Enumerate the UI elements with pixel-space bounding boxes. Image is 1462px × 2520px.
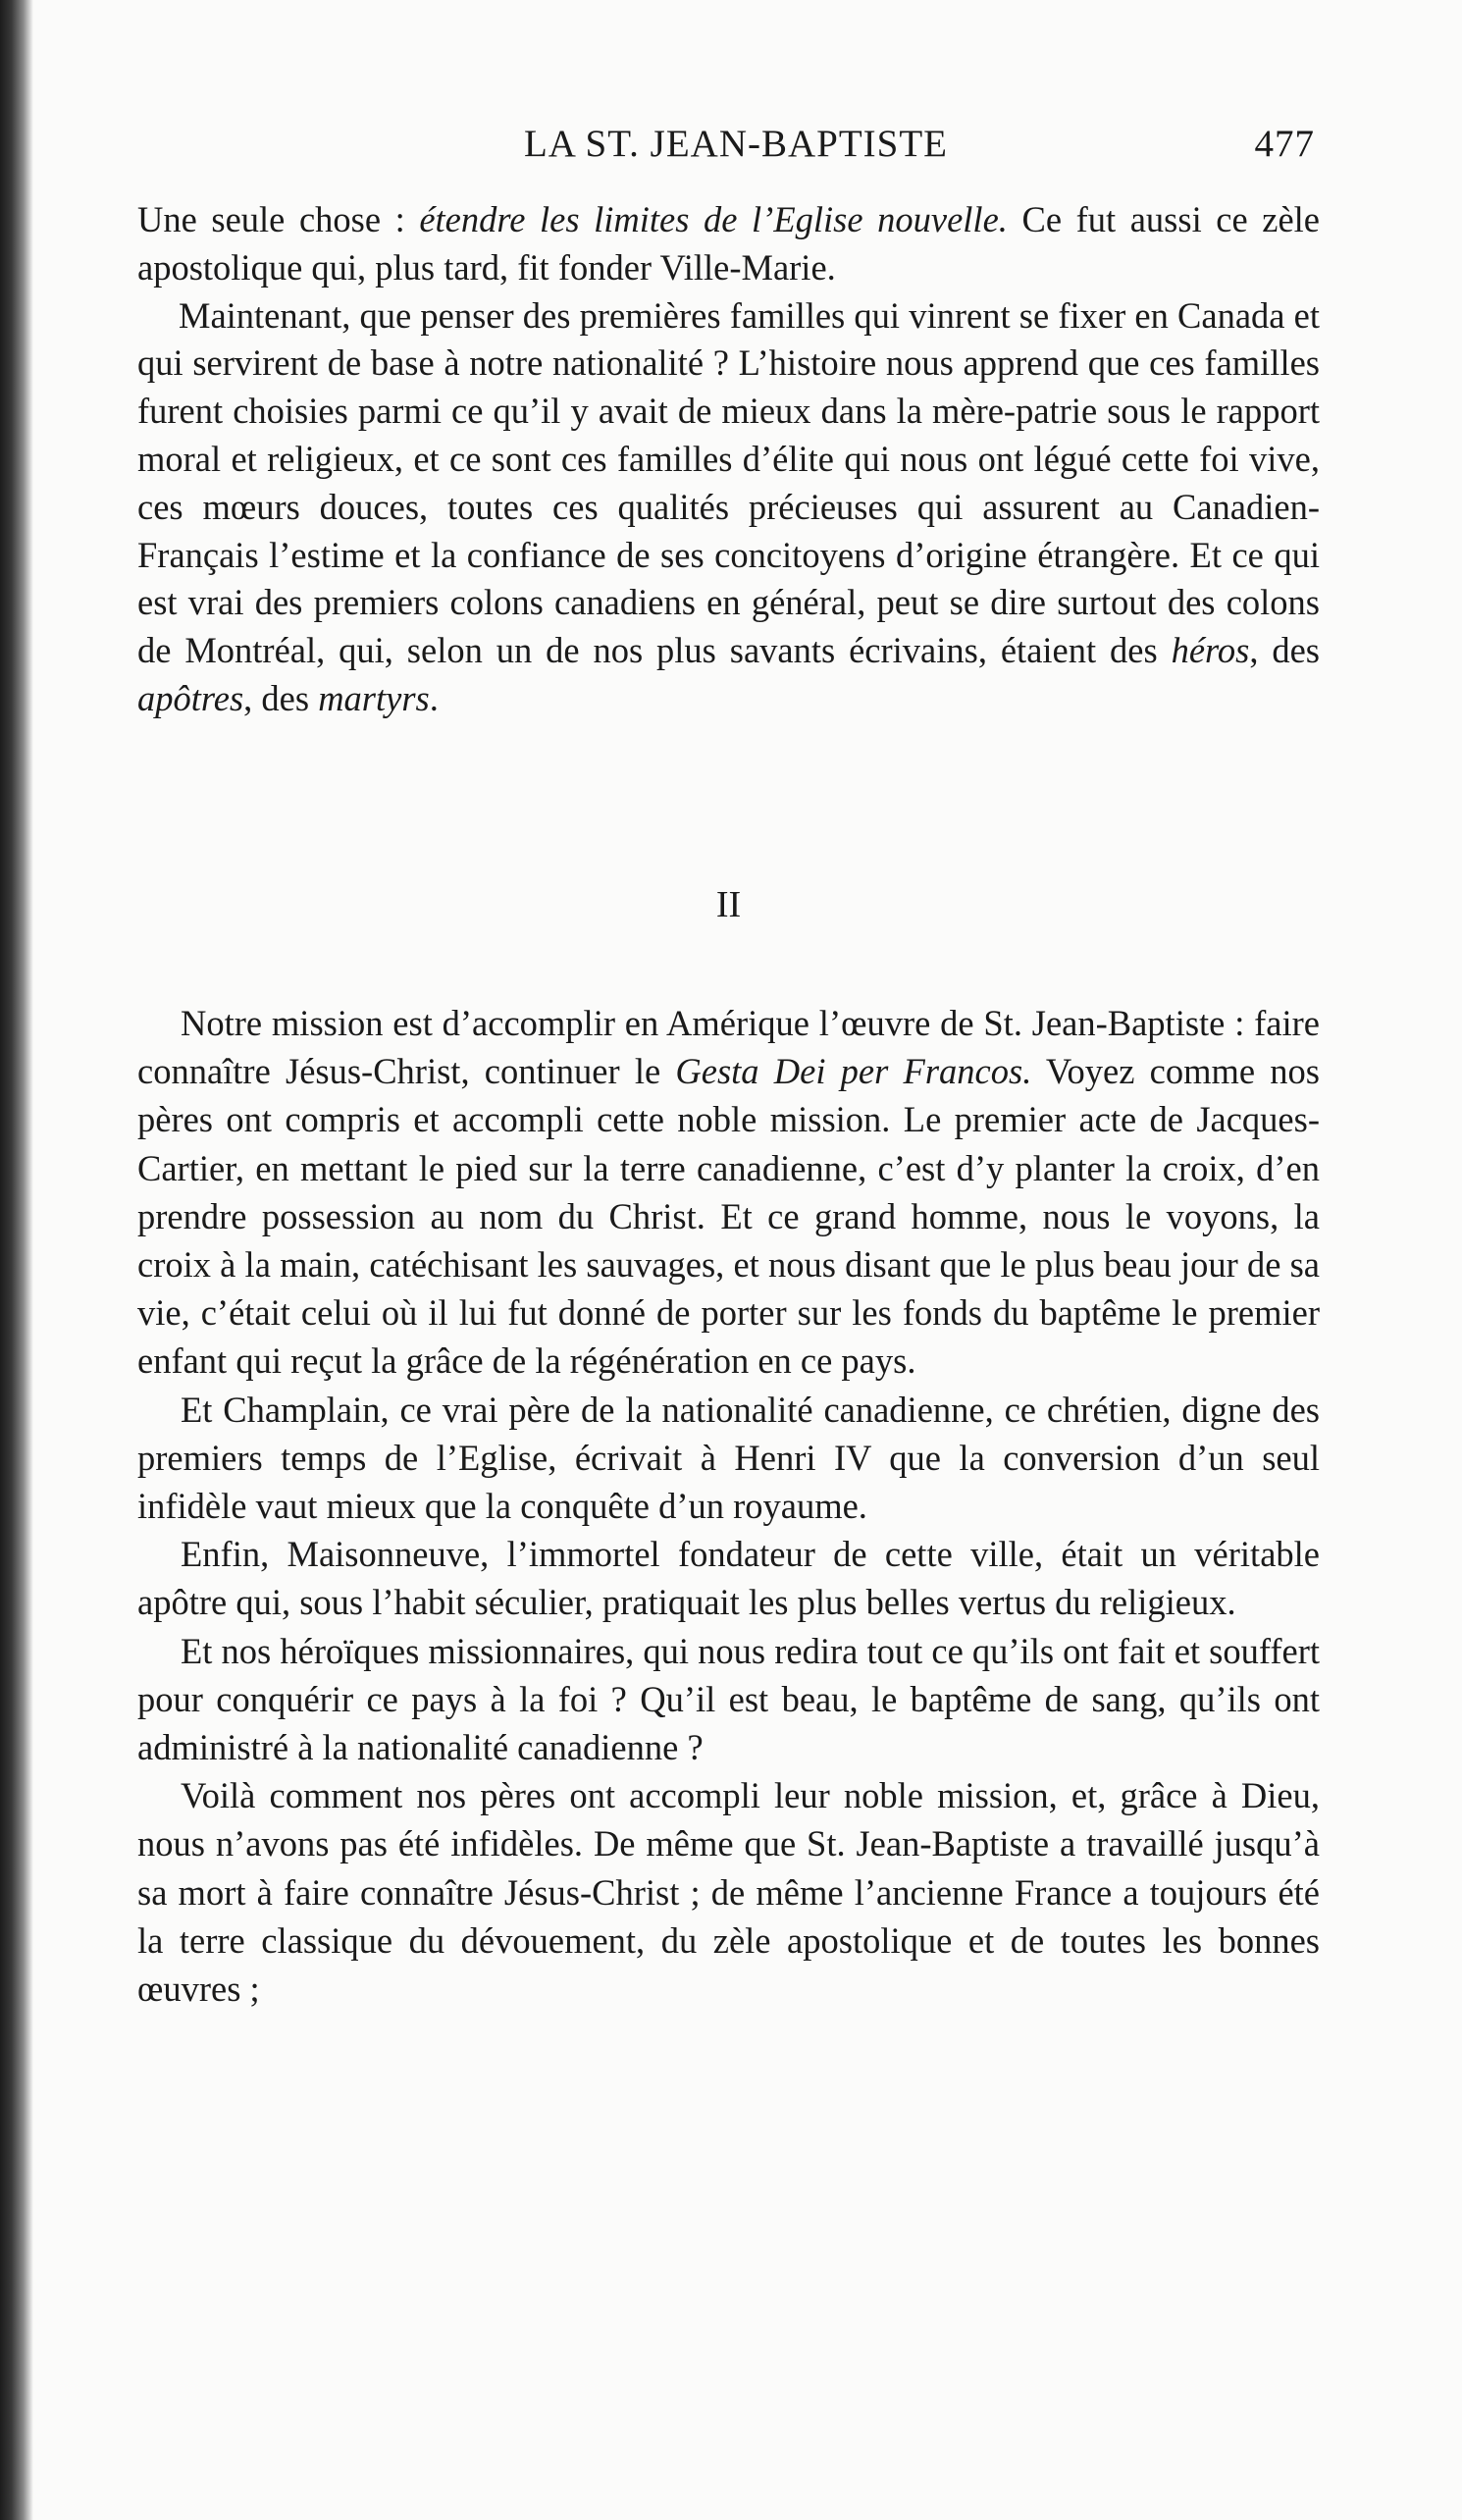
- italic-text-run: martyrs: [318, 677, 430, 718]
- running-title: LA ST. JEAN-BAPTISTE: [523, 123, 949, 165]
- text-run: .: [429, 677, 439, 718]
- italic-text-run: apôtres: [137, 677, 244, 718]
- italic-text-run: Gesta Dei per Francos.: [675, 1051, 1032, 1092]
- text-run: Une seule chose :: [137, 199, 420, 239]
- text-run: , des: [243, 677, 319, 718]
- running-header: [157, 122, 1315, 181]
- italic-text-run: héros: [1171, 630, 1250, 671]
- section-2-text: [137, 999, 1320, 2013]
- paragraph: Et Champlain, ce vrai père de la nationalité canadienne, ce chrétien, digne des premiers temps de l’Eglise, écrivait à Henri IV que la conversion d’un seul infidèle vaut mieux que la conquête d’un royaume.: [137, 1389, 1320, 1527]
- paragraph: [137, 196, 1320, 292]
- italic-text-run: étendre les limites de l’Eglise nouvelle.: [419, 199, 1008, 239]
- text-run: Notre mission est d’accomplir en Amérique l’œuvre de St. Jean-Baptiste : faire connaître Jésus-Christ, continuer le: [137, 1003, 1320, 1092]
- paragraph: Voilà comment nos pères ont accompli leur noble mission, et, grâce à Dieu, nous n’avons pas été infidèles. De même que St. Jean-Baptiste a travaillé jusqu’à sa mort à faire connaître Jésus-Christ ; de même l’ancienne France a toujours été la terre classique du dévouement, du zèle apostolique et de toutes les bonnes œuvres ;: [137, 1775, 1320, 2010]
- paragraph: [137, 999, 1320, 1386]
- section-1-text: [137, 196, 1320, 723]
- text-run: Maintenant, que penser des premières familles qui vinrent se fixer en Canada et qui servirent de base à notre nationalité ? L’histoire nous apprend que ces familles furent choisies parmi ce qu’il y avait de mieux dans la mère-patrie sous le rapport moral et religieux, et ce sont ces familles d’élite qui nous ont légué cette foi vive, ces mœurs douces, toutes ces qualités précieuses qui assurent au Canadien-Français l’estime et la confiance de ses concitoyens d’origine étrangère. Et ce qui est vrai des premiers colons canadiens en général, peut se dire surtout des colons de Montréal, qui, selon un de nos plus savants écrivains, étaient des: [137, 294, 1320, 671]
- section-heading: II: [715, 884, 742, 925]
- binding-edge-shadow: [0, 0, 33, 2520]
- paragraph: Enfin, Maisonneuve, l’immortel fondateur de cette ville, était un véritable apôtre qui, sous l’habit séculier, pratiquait les plus belles vertus du religieux.: [137, 1534, 1320, 1623]
- text-run: Voyez comme nos pères ont compris et accompli cette noble mission. Le premier acte de Jacques-Cartier, en mettant le pied sur la terre canadienne, c’est d’y planter la croix, d’en prendre possession au nom du Christ. Et ce grand homme, nous le voyons, la croix à la main, catéchisant les sauvages, et nous disant que le plus beau jour de sa vie, c’était celui où il lui fut donné de porter sur les fonds du baptême le premier enfant qui reçut la grâce de la régénération en ce pays.: [137, 1051, 1320, 1382]
- paragraph: [137, 292, 1320, 723]
- text-run: , des: [1249, 630, 1320, 671]
- page-number: 477: [1254, 123, 1315, 165]
- text-run: Ce fut aussi ce zèle apostolique qui, plus tard, fit fonder Ville-Marie.: [137, 199, 1320, 288]
- paragraph: Et nos héroïques missionnaires, qui nous redira tout ce qu’ils ont fait et souffert pour conquérir ce pays à la foi ? Qu’il est beau, le baptême de sang, qu’ils ont administré à la nationalité canadienne ?: [137, 1630, 1321, 1768]
